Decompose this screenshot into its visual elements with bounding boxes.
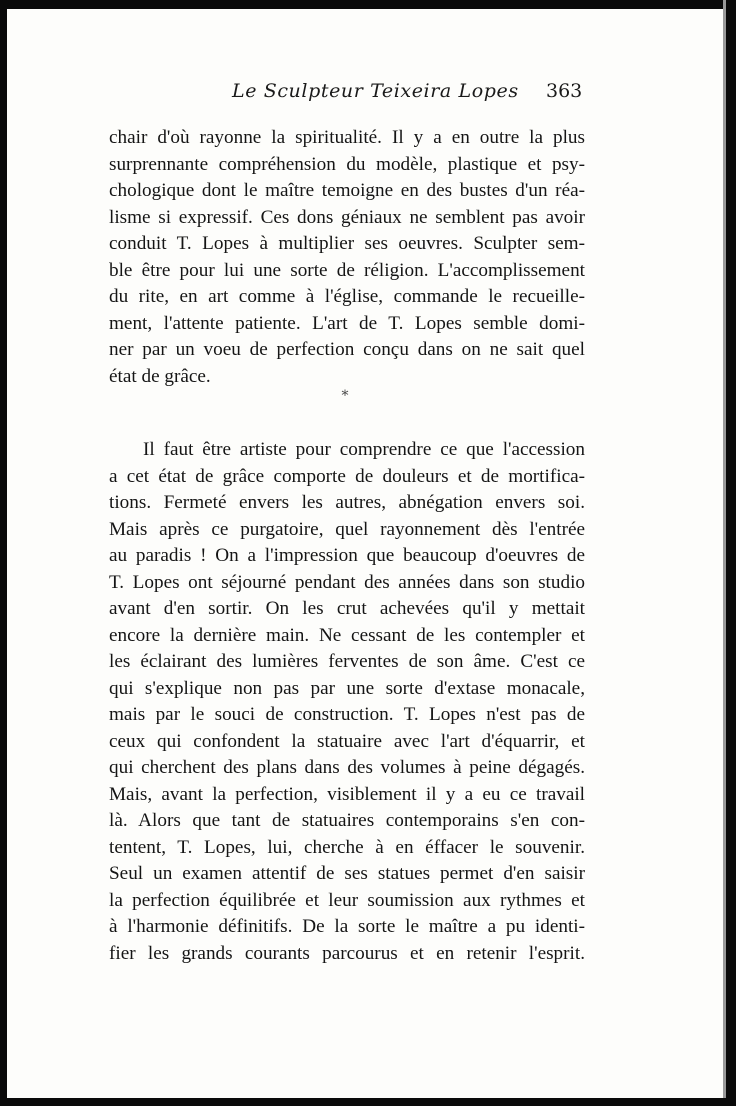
text-line: la perfection équilibrée et leur soumission aux rythmes et bbox=[109, 889, 585, 911]
text-line: fier les grands courants parcourus et en retenir l'esprit. bbox=[109, 942, 585, 964]
text-line: mais par le souci de construction. T. Lopes n'est pas de bbox=[109, 704, 585, 725]
text-line: a cet état de grâce comporte de douleurs et de mortifica- bbox=[109, 465, 585, 487]
paragraph-2 bbox=[109, 437, 585, 967]
text-line: là. Alors que tant de statuaires contemporains s'en con- bbox=[109, 810, 585, 831]
scan-border-right-shadow bbox=[723, 0, 726, 1106]
text-line: ble être pour lui une sorte de réligion. L'accomplissement bbox=[109, 259, 585, 281]
text-line: état de grâce. bbox=[109, 365, 211, 387]
text-line: qui cherchent des plans dans des volumes à peine dégagés. bbox=[109, 757, 585, 778]
text-line: lisme si expressif. Ces dons géniaux ne semblent pas avoir bbox=[109, 206, 585, 228]
scan-border-top bbox=[0, 0, 736, 9]
text-line: Mais après ce purgatoire, quel rayonnement dès l'entrée bbox=[109, 518, 585, 540]
text-line: ner par un voeu de perfection conçu dans on ne sait quel bbox=[109, 339, 585, 360]
scan-border-left bbox=[0, 0, 7, 1106]
running-title: Le Sculpteur Teixeira Lopes bbox=[232, 80, 519, 102]
scan-border-bottom bbox=[0, 1098, 736, 1106]
text-line: surprennante compréhension du modèle, plastique et psy- bbox=[109, 153, 585, 175]
text-line: tions. Fermeté envers les autres, abnégation envers soi. bbox=[109, 492, 585, 513]
text-line: à l'harmonie définitifs. De la sorte le maître a pu identi- bbox=[109, 916, 585, 937]
text-line: au paradis ! On a l'impression que beaucoup d'oeuvres de bbox=[109, 545, 585, 566]
text-line: Mais, avant la perfection, visiblement il y a eu ce travail bbox=[109, 783, 585, 805]
text-line: chair d'où rayonne la spiritualité. Il y a en outre la plus bbox=[109, 127, 585, 148]
text-line: ceux qui confondent la statuaire avec l'art d'équarrir, et bbox=[109, 730, 585, 752]
page-number: 363 bbox=[546, 80, 583, 102]
text-line: ment, l'attente patiente. L'art de T. Lopes semble domi- bbox=[109, 312, 585, 334]
section-ornament: * bbox=[341, 388, 349, 404]
text-line: les éclairant des lumières ferventes de son âme. C'est ce bbox=[109, 651, 585, 672]
text-line: T. Lopes ont séjourné pendant des années dans son studio bbox=[109, 571, 585, 593]
text-line: qui s'explique non pas par une sorte d'extase monacale, bbox=[109, 677, 585, 699]
text-line: Seul un examen attentif de ses statues permet d'en saisir bbox=[109, 863, 585, 884]
scan-border-right bbox=[726, 0, 736, 1106]
text-line: encore la dernière main. Ne cessant de les contempler et bbox=[109, 624, 585, 646]
text-line: conduit T. Lopes à multiplier ses oeuvres. Sculpter sem- bbox=[109, 233, 585, 254]
text-line: tentent, T. Lopes, lui, cherche à en éffacer le souvenir. bbox=[109, 836, 585, 858]
text-line: du rite, en art comme à l'église, commande le recueille- bbox=[109, 286, 585, 307]
text-line: chologique dont le maître temoigne en des bustes d'un réa- bbox=[109, 180, 585, 201]
text-line: Il faut être artiste pour comprendre ce que l'accession bbox=[143, 439, 585, 460]
text-line: avant d'en sortir. On les crut achevées qu'il y mettait bbox=[109, 598, 585, 619]
paragraph-1 bbox=[109, 125, 585, 390]
